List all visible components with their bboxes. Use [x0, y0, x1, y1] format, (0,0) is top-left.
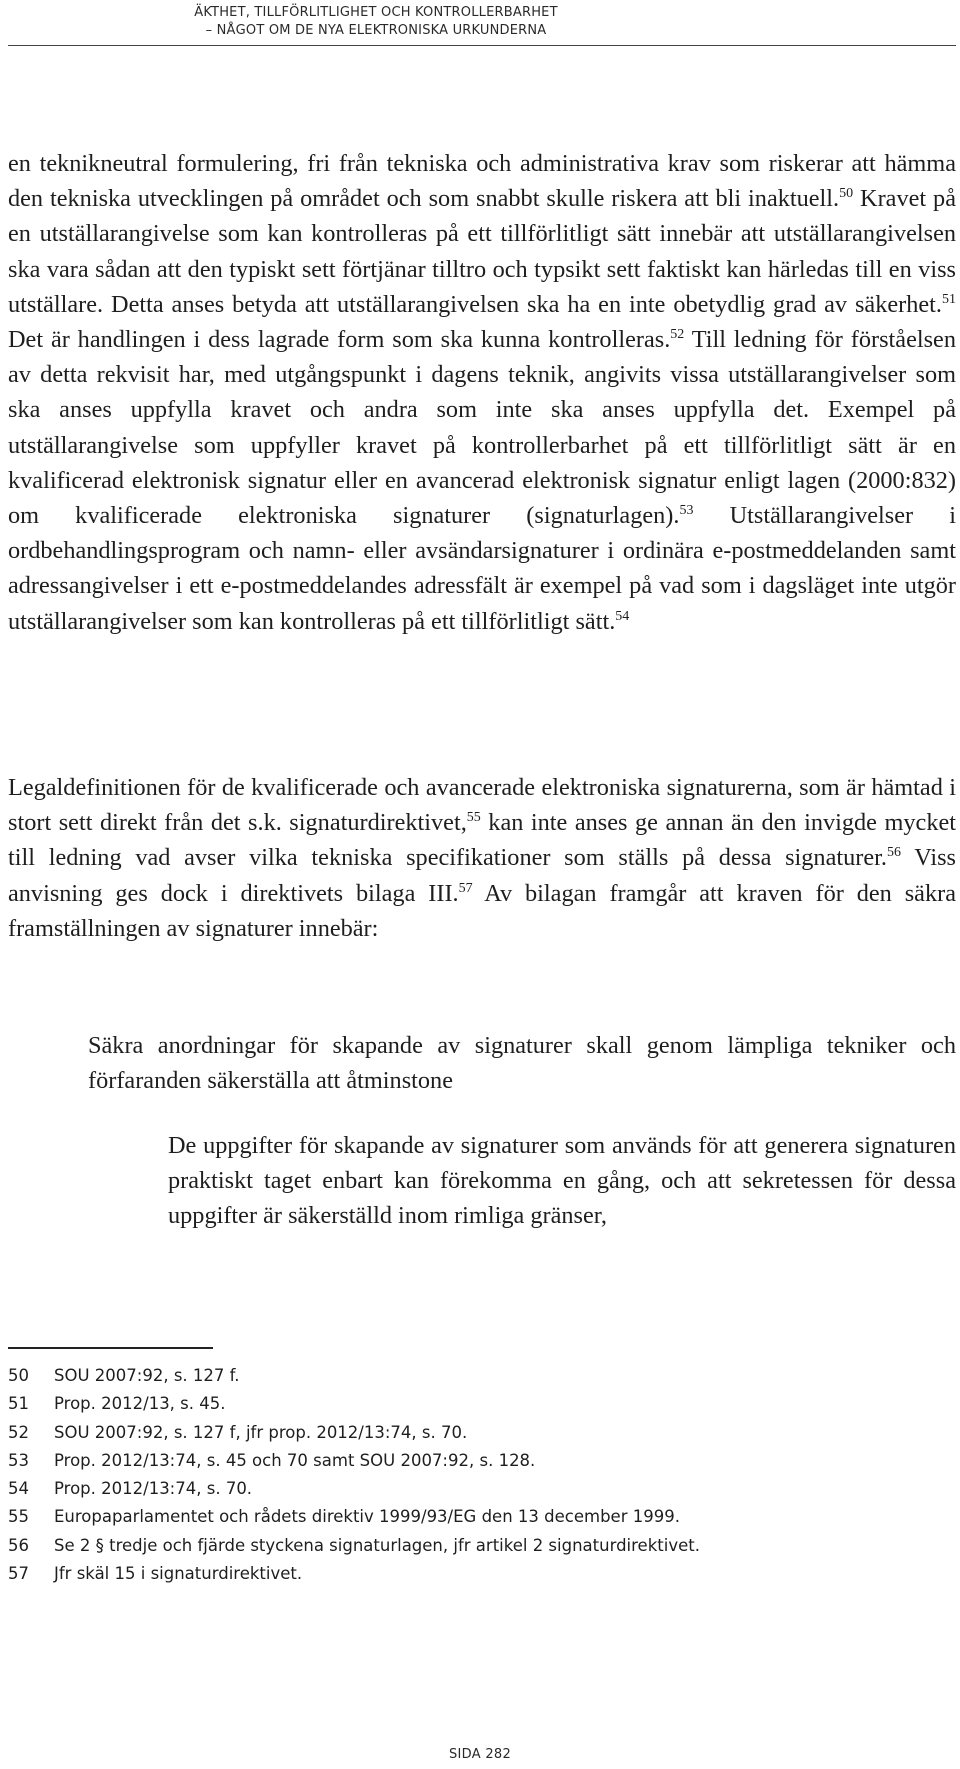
footnote-51: [8, 1390, 948, 1418]
paragraph-text: en teknikneutral formulering, fri från tekniska och administrativa krav som riskerar att hämma den tekniska utvecklingen på området och som snabbt skulle riskera att bli inaktuell.: [8, 150, 956, 213]
paragraph-text: Till ledning för förståelsen av detta rekvisit har, med utgångspunkt i dagens teknik, angivits vissa utställarangivelser som ska anses uppfylla kravet och andra som inte ska anses uppfylla det. Exempel på utställarangivelse som uppfyller kravet på kontrollerbarhet på ett tillförlitligt sätt är en kvalificerad elektronisk signatur eller en avancerad elektronisk signatur enligt lagen (2000:832) om kvalificerade elektroniska signaturer (signaturlagen).: [8, 326, 956, 530]
footnote-ref-57[interactable]: 57: [458, 880, 473, 896]
footnote-number: 56: [8, 1535, 29, 1555]
footnote-text: Jfr skäl 15 i signaturdirektivet.: [54, 1564, 303, 1584]
footnote-number: 53: [8, 1450, 29, 1470]
footnote-57: [8, 1560, 948, 1588]
footnote-text: SOU 2007:92, s. 127 f.: [54, 1366, 240, 1385]
footnote-number: 52: [8, 1422, 29, 1442]
footnote-text: Europaparlamentet och rådets direktiv 1999/93/EG den 13 december 1999.: [54, 1507, 680, 1527]
footnote-52: [8, 1419, 948, 1447]
footnote-text: Prop. 2012/13:74, s. 45 och 70 samt SOU 2007:92, s. 128.: [54, 1450, 536, 1470]
footnote-53: [8, 1447, 948, 1475]
footnote-number: 51: [8, 1394, 29, 1414]
footnote-54: [8, 1475, 948, 1503]
paragraph-text: Det är handlingen i dess lagrade form som ska kunna kontrolleras.: [8, 326, 671, 354]
footnote-number: 55: [8, 1507, 29, 1527]
footnote-ref-55[interactable]: 55: [466, 810, 481, 826]
footnote-ref-52[interactable]: 52: [670, 327, 685, 343]
footnote-56: [8, 1532, 948, 1560]
paragraph-text: kan inte anses ge annan än den invigde mycket till ledning vad avser vilka tekniska specifikationer som ställs på dessa signaturer.: [8, 809, 957, 872]
footnote-text: Prop. 2012/13, s. 45.: [54, 1394, 226, 1414]
running-header-title: ÄKTHET, TILLFÖRLITLIGHET OCH KONTROLLERBARHET: [194, 5, 558, 20]
body-paragraph-2: [8, 770, 956, 946]
footnote-ref-51[interactable]: 51: [942, 291, 956, 307]
paragraph-text: Utställarangivelser i ordbehandlingsprogram och namn- eller avsändarsignaturer i ordinära e-postmeddelanden samt adressangivelser i ett e-postmeddelandes adressfält är exempel på vad som i dagsläget inte utgör utställarangivelser som kan kontrolleras på ett tillförlitligt sätt.: [8, 502, 956, 635]
footnote-50: [8, 1362, 948, 1390]
body-paragraph-1: [8, 146, 956, 639]
paragraph-text: Av bilagan framgår att kraven för den säkra framställningen av signaturer innebär:: [8, 879, 956, 942]
running-header-subtitle: – NÅGOT OM DE NYA ELEKTRONISKA URKUNDERNA: [205, 23, 547, 38]
paragraph-text: Kravet på en utställarangivelse som kan kontrolleras på ett tillförlitligt sätt innebär att utställarangivelsen ska vara sådan att den typiskt sett förtjänar tilltro och typsikt sett faktiskt kan härledas till en viss utställare. Detta anses betyda att utställarangivelsen ska ha en inte obetydlig grad av säkerhet.: [8, 185, 956, 318]
footnote-ref-54[interactable]: 54: [615, 608, 630, 624]
footnotes: [8, 1362, 948, 1588]
paragraph-text: Viss anvisning ges dock i direktivets bilaga III.: [8, 844, 956, 907]
footnote-text: Se 2 § tredje och fjärde styckena signaturlagen, jfr artikel 2 signaturdirektivet.: [54, 1535, 700, 1555]
footnote-number: 54: [8, 1479, 29, 1499]
nested-block-quote: De uppgifter för skapande av signaturer som används för att generera signaturen praktiskt taget enbart kan förekomma en gång, och att sekretessen för dessa uppgifter är säkerställd inom rimliga gränser,: [168, 1132, 956, 1230]
footnote-text: Prop. 2012/13:74, s. 70.: [54, 1479, 253, 1499]
footnote-ref-56[interactable]: 56: [886, 845, 901, 861]
paragraph-text: Legaldefinitionen för de kvalificerade och avancerade elektroniska signaturerna, som är hämtad i stort sett direkt från det s.k. signaturdirektivet,: [8, 774, 956, 837]
footnote-number: 50: [8, 1366, 29, 1385]
block-quote: Säkra anordningar för skapande av signaturer skall genom lämpliga tekniker och förfaranden säkerställa att åtminstone: [88, 1032, 956, 1095]
header-divider: [8, 45, 956, 46]
footnote-number: 57: [8, 1564, 29, 1584]
footnote-55: [8, 1503, 948, 1531]
footnote-ref-50[interactable]: 50: [839, 186, 854, 202]
footnote-divider: [8, 1347, 213, 1349]
footnote-ref-53[interactable]: 53: [679, 503, 694, 519]
footnote-text: SOU 2007:92, s. 127 f, jfr prop. 2012/13:74, s. 70.: [54, 1422, 468, 1442]
running-header: [0, 4, 752, 40]
page-number: SIDA 282: [448, 1747, 512, 1762]
